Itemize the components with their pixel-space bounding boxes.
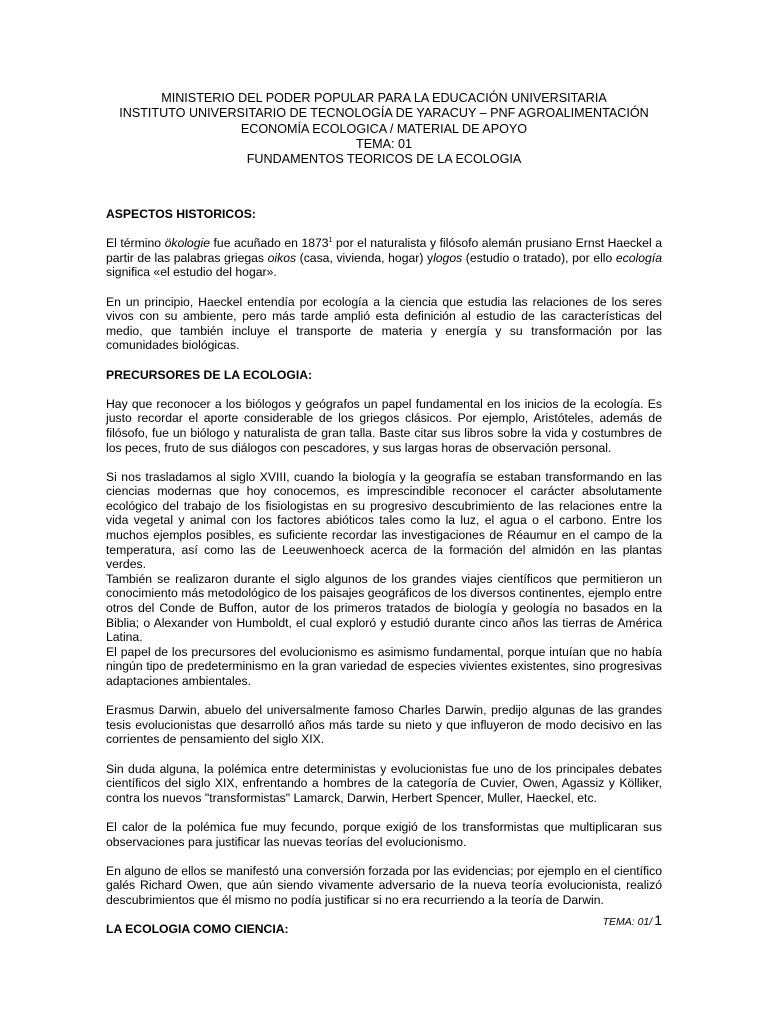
footer-label: TEMA: 01/ (602, 916, 653, 928)
paragraph-polemica: Sin duda alguna, la polémica entre deterministas y evolucionistas fue uno de los principales debates científicos del siglo XIX, enfrentando a hombres de la categoría de Cuvier, Owen, Agassiz y Kölliker, contra los nuevos "transformistas" Lamarck, Darwin, Herbert Spencer, Muller, Haeckel, etc. (106, 761, 662, 805)
paragraph-viajes: También se realizaron durante el siglo algunos de los grandes viajes científicos que permitieron un conocimiento más metodológico de los paisajes geográficos de los diversos continentes, ejemplo entre otros del Conde de Buffon, autor de los primeros tratados de biología y geología no basados en la Biblia; o Alexander von Humboldt, el cual exploró y estudió durante cinco años las tierras de América Latina. (106, 571, 662, 645)
section-heading-precursores: PRECURSORES DE LA ECOLOGIA: (106, 367, 313, 382)
paragraph-evolucionismo: El papel de los precursores del evolucionismo es asimismo fundamental, porque intuían que no había ningún tipo de predeterminismo en la gran variedad de especies vivientes existentes, sino progresivas adaptaciones ambientales. (106, 644, 662, 688)
header-institute: INSTITUTO UNIVERSITARIO DE TECNOLOGÍA DE YARACUY – PNF AGROALIMENTACIÓN (119, 106, 649, 121)
header-topic-number: TEMA: 01 (356, 136, 412, 151)
footnote-marker: 1 (328, 237, 333, 245)
page-number: 1 (654, 912, 662, 928)
document-body (106, 207, 662, 951)
header-ministry: MINISTERIO DEL PODER POPULAR PARA LA EDUCACIÓN UNIVERSITARIA (161, 91, 607, 105)
header-course: ECONOMÍA ECOLOGICA / MATERIAL DE APOYO (240, 121, 528, 136)
paragraph-erasmus: Erasmus Darwin, abuelo del universalmente famoso Charles Darwin, predijo algunas de las grandes tesis evolucionistas que desarrolló años más tarde su nieto y que influyeron de modo decisivo en las corrientes de pensamiento del siglo XIX. (106, 703, 662, 747)
section-heading-aspectos: ASPECTOS HISTORICOS: (106, 207, 256, 221)
paragraph-termino: El término ökologie fue acuñado en 1873$^1$ por el naturalista y filósofo alemán prusiano Ernst Haeckel a partir de las palabras griegas oikos (casa, vivienda, hogar) ylogos (estudio o tratado), por ello ecología significa «el estudio del hogar». (106, 236, 662, 280)
paragraph-calor: El calor de la polémica fue muy fecundo, porque exigió de los transformistas que multiplicaran sus observaciones para justificar las nuevas teorías del evolucionismo. (106, 819, 662, 849)
paragraph-siglo-xviii: Si nos trasladamos al siglo XVIII, cuando la biología y la geografía se estaban transformando en las ciencias modernas que hoy conocemos, es imprescindible reconocer el carácter absolutamente ecológico del trabajo de los fisiologistas en su progresivo descubrimiento de las relaciones entre la vida vegetal y animal con los factores abióticos tales como la luz, el agua o el carbono. Entre los muchos ejemplos posibles, es suficiente recordar las investigaciones de Réaumur en el campo de la temperatura, así como las de Leeuwenhoeck acerca de la formación del almidón en las plantas verdes. (106, 469, 662, 572)
page-footer (603, 912, 662, 928)
paragraph-biologos: Hay que reconocer a los biólogos y geógrafos un papel fundamental en los inicios de la ecología. Es justo recordar el aporte considerable de los griegos clásicos. Por ejemplo, Aristóteles, además de filósofo, fue un biólogo y naturalista de gran talla. Baste citar sus libros sobre la vida y costumbres de los peces, fruto de sus diálogos con pescadores, y sus largas horas de observación personal. (106, 396, 662, 455)
paragraph-haeckel: En un principio, Haeckel entendía por ecología a la ciencia que estudia las relaciones de los seres vivos con su ambiente, pero más tarde amplió esta definición al estudio de las características del medio, que también incluye el transporte de materia y energía y su transformación por las comunidades biológicas. (106, 294, 662, 353)
paragraph-owen: En alguno de ellos se manifestó una conversión forzada por las evidencias; por ejemplo en el científico galés Richard Owen, que aún siendo vivamente adversario de la nueva teoría evolucionista, realizó descubrimientos que él mismo no podía justificar si no era recurriendo a la teoría de Darwin. (106, 863, 662, 907)
document-header (100, 91, 668, 167)
section-heading-ecologia-ciencia: LA ECOLOGIA COMO CIENCIA: (106, 922, 289, 937)
header-topic-title: FUNDAMENTOS TEORICOS DE LA ECOLOGIA (246, 152, 522, 167)
